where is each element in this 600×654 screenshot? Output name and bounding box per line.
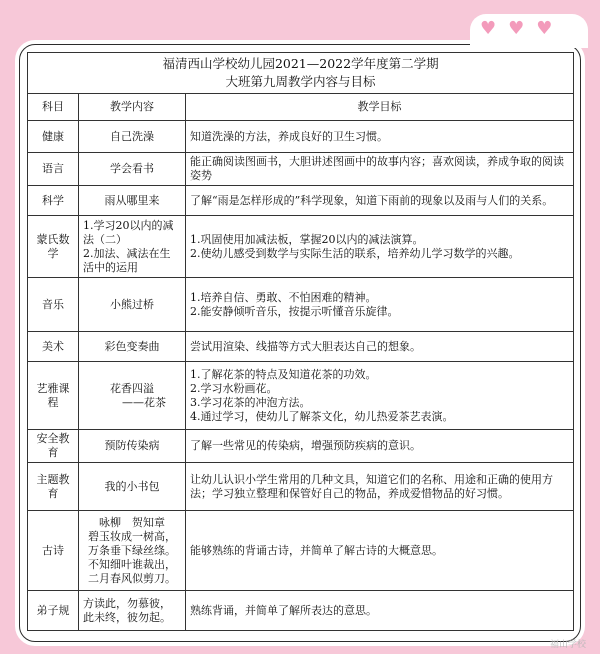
table-row <box>28 591 574 631</box>
content-cell <box>79 121 186 153</box>
heart-icon: ♥ <box>508 18 525 39</box>
goal-cell <box>186 591 574 631</box>
goal-cell <box>186 511 574 591</box>
header-subject: 科目 <box>28 94 79 121</box>
goal-line: 让幼儿认识小学生常用的几种文具，知道它们的名称、用途和正确的使用方法；学习独立整理和保管好自己的物品，养成爱惜物品的好习惯。 <box>190 472 553 500</box>
heart-icon: ♥ <box>536 18 553 39</box>
goal-cell <box>186 332 574 362</box>
subject-cell: 古诗 <box>28 511 79 591</box>
goal-line: 3.学习花茶的冲泡方法。 <box>190 395 311 409</box>
goal-cell <box>186 430 574 463</box>
table-row <box>28 278 574 332</box>
goal-line: 能够熟练的背诵古诗，并简单了解古诗的大概意思。 <box>190 543 443 557</box>
content-line: 万条垂下绿丝绦。 <box>88 543 176 557</box>
subject-cell: 蒙氏数学 <box>28 216 79 278</box>
content-line: 不知细叶谁裁出， <box>88 557 176 571</box>
goal-line: 熟练背诵，并简单了解所表达的意思。 <box>190 603 377 617</box>
goal-line: 2.使幼儿感受到数学与实际生活的联系，培养幼儿学习数学的兴趣。 <box>190 246 520 260</box>
subject-cell: 艺雅课程 <box>28 362 79 430</box>
goal-cell <box>186 121 574 153</box>
content-cell <box>79 591 186 631</box>
hearts-decoration <box>480 20 552 38</box>
goal-cell <box>186 216 574 278</box>
content-cell <box>79 153 186 186</box>
content-line: ——花茶 <box>122 395 166 409</box>
document-title <box>28 53 574 94</box>
subject-cell: 弟子规 <box>28 591 79 631</box>
title-row <box>28 53 574 94</box>
content-line: 1.学习20以内的减法（二） <box>83 218 174 246</box>
goal-cell <box>186 362 574 430</box>
subject-cell: 科学 <box>28 186 79 216</box>
content-cell <box>79 332 186 362</box>
content-cell <box>79 362 186 430</box>
title-line-1: 福清西山学校幼儿园2021—2022学年度第二学期 <box>162 56 439 71</box>
content-line: 自己洗澡 <box>110 129 154 143</box>
goal-line: 2.能安静倾听音乐，按提示听懂音乐旋律。 <box>190 304 399 318</box>
header-goal: 教学目标 <box>186 94 574 121</box>
content-line: 彩色变奏曲 <box>104 339 160 353</box>
goal-line: 知道洗澡的方法，养成良好的卫生习惯。 <box>190 129 388 143</box>
table-row <box>28 362 574 430</box>
table-row <box>28 463 574 511</box>
content-line: 方读此，勿慕彼，此未终，彼勿起。 <box>83 596 171 624</box>
content-cell <box>79 511 186 591</box>
content-cell <box>79 216 186 278</box>
content-cell <box>79 186 186 216</box>
goal-cell <box>186 186 574 216</box>
table-row <box>28 216 574 278</box>
subject-cell: 健康 <box>28 121 79 153</box>
goal-line: 了解一些常见的传染病，增强预防疾病的意识。 <box>190 439 421 452</box>
table-row <box>28 430 574 463</box>
schedule-table <box>27 52 574 631</box>
watermark: 福山学校 <box>549 640 586 650</box>
content-line: 小熊过桥 <box>110 297 154 311</box>
content-cell <box>79 430 186 463</box>
goal-line: 能正确阅读图画书，大胆讲述图画中的故事内容；喜欢阅读，养成争取的阅读姿势 <box>190 155 564 182</box>
header-content: 教学内容 <box>79 94 186 121</box>
header-row <box>28 94 574 121</box>
table-row <box>28 153 574 186</box>
goal-line: 4.通过学习，使幼儿了解茶文化，幼儿热爱茶艺表演。 <box>190 409 454 423</box>
goal-cell <box>186 463 574 511</box>
table-row <box>28 511 574 591</box>
table-row <box>28 186 574 216</box>
subject-cell: 美术 <box>28 332 79 362</box>
table-row <box>28 332 574 362</box>
subject-cell: 语言 <box>28 153 79 186</box>
table-row <box>28 121 574 153</box>
subject-cell: 音乐 <box>28 278 79 332</box>
content-line: 预防传染病 <box>104 439 160 452</box>
content-line: 咏柳 贺知章 <box>99 515 165 529</box>
goal-line: 尝试用渲染、线描等方式大胆表达自己的想象。 <box>190 339 421 353</box>
heart-icon: ♥ <box>480 18 497 39</box>
content-cell <box>79 278 186 332</box>
goal-line: 2.学习水粉画花。 <box>190 381 278 395</box>
subject-cell: 安全教育 <box>28 430 79 463</box>
goal-cell <box>186 278 574 332</box>
title-line-2: 大班第九周教学内容与目标 <box>225 74 376 89</box>
goal-cell <box>186 153 574 186</box>
content-line: 2.加法、减法在生活中的运用 <box>83 246 171 274</box>
goal-line: 1.巩固使用加减法板，掌握20以内的减法演算。 <box>190 232 424 246</box>
subject-cell: 主题教育 <box>28 463 79 511</box>
goal-line: 1.了解花茶的特点及知道花茶的功效。 <box>190 367 377 381</box>
content-line: 学会看书 <box>110 162 154 175</box>
goal-line: 1.培养自信、勇敢、不怕困难的精神。 <box>190 290 377 304</box>
content-cell <box>79 463 186 511</box>
goal-line: 了解“雨是怎样形成的”科学现象，知道下雨前的现象以及雨与人们的关系。 <box>190 193 554 207</box>
content-line: 花香四溢 <box>110 381 154 395</box>
content-line: 雨从哪里来 <box>104 193 160 207</box>
content-line: 碧玉妆成一树高， <box>88 529 176 543</box>
content-line: 我的小书包 <box>104 479 160 493</box>
content-line: 二月春风似剪刀。 <box>88 571 176 585</box>
